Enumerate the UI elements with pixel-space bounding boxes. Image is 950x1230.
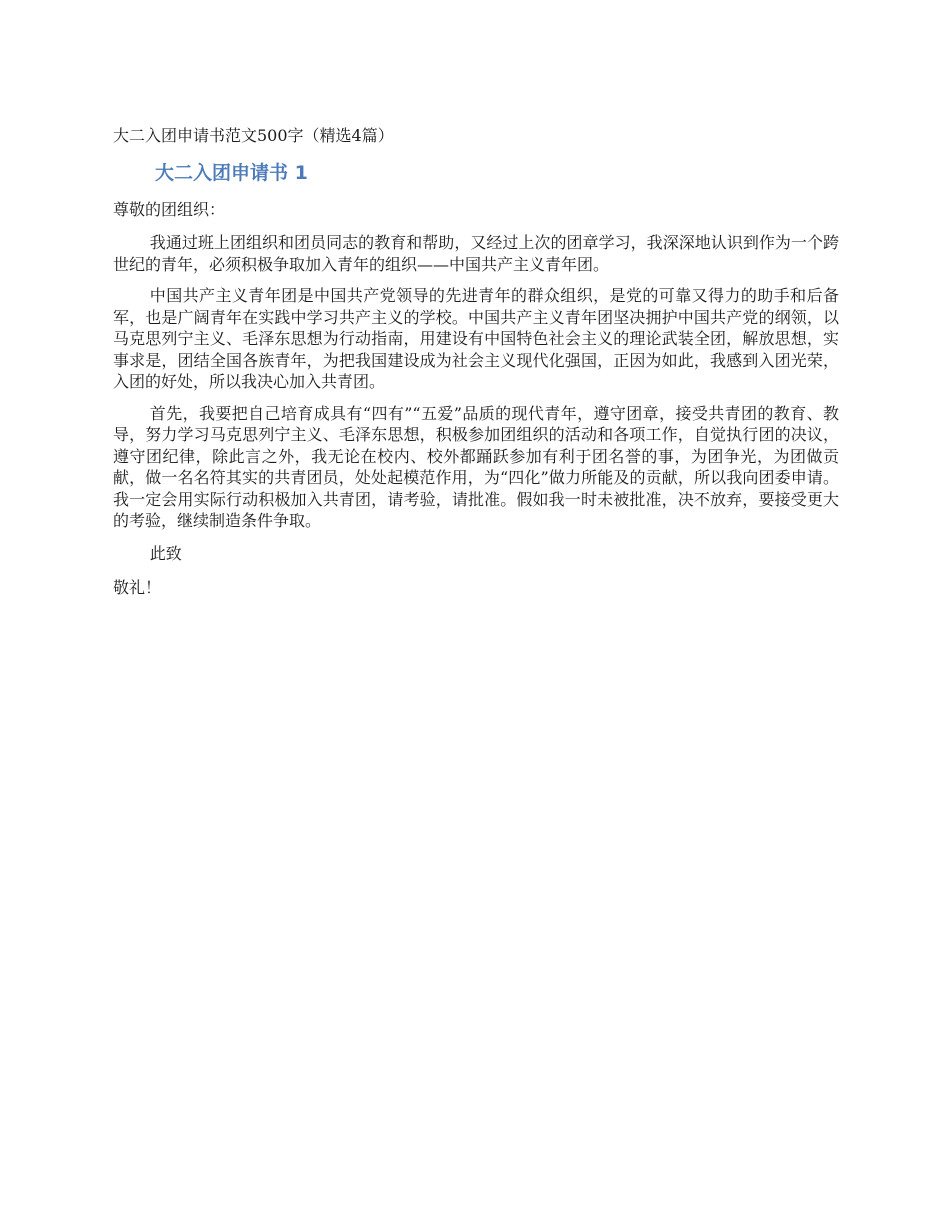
body-paragraph-1: 我通过班上团组织和团员同志的教育和帮助，又经过上次的团章学习，我深深地认识到作为一个跨世纪的青年，必须积极争取加入青年的组织——中国共产主义青年团。 bbox=[113, 233, 839, 274]
body-paragraph-3: 首先，我要把自己培育成具有“四有”“五爱”品质的现代青年，遵守团章，接受共青团的教育、教导，努力学习马克思列宁主义、毛泽东思想，积极参加团组织的活动和各项工作，自觉执行团的决议，遵守团纪律，除此言之外，我无论在校内、校外都踊跃参加有利于团名誉的事，为团争光，为团做贡献，做一名名符其实的共青团员，处处起模范作用，为“四化”做力所能及的贡献，所以我向团委申请。我一定会用实际行动积极加入共青团，请考验，请批准。假如我一时未被批准，决不放弃，要接受更大的考验，继续制造条件争取。 bbox=[113, 403, 839, 530]
salutation: 尊敬的团组织： bbox=[113, 200, 226, 219]
body-paragraph-2: 中国共产主义青年团是中国共产党领导的先进青年的群众组织，是党的可靠又得力的助手和后备军，也是广阔青年在实践中学习共产主义的学校。中国共产主义青年团坚决拥护中国共产党的纲领，以马克思列宁主义、毛泽东思想为行动指南，用建设有中国特色社会主义的理论武装全团，解放思想，实事求是，团结全国各族青年，为把我国建设成为社会主义现代化强国，正因为如此，我感到入团光荣，入团的好处，所以我决心加入共青团。 bbox=[113, 286, 839, 391]
closing-phrase: 此致 bbox=[149, 543, 182, 563]
regards-phrase: 敬礼！ bbox=[113, 577, 162, 597]
section-heading: 大二入团申请书 1 bbox=[155, 162, 308, 184]
document-title: 大二入团申请书范文500字（精选4篇） bbox=[113, 126, 394, 145]
document-page bbox=[113, 124, 839, 600]
